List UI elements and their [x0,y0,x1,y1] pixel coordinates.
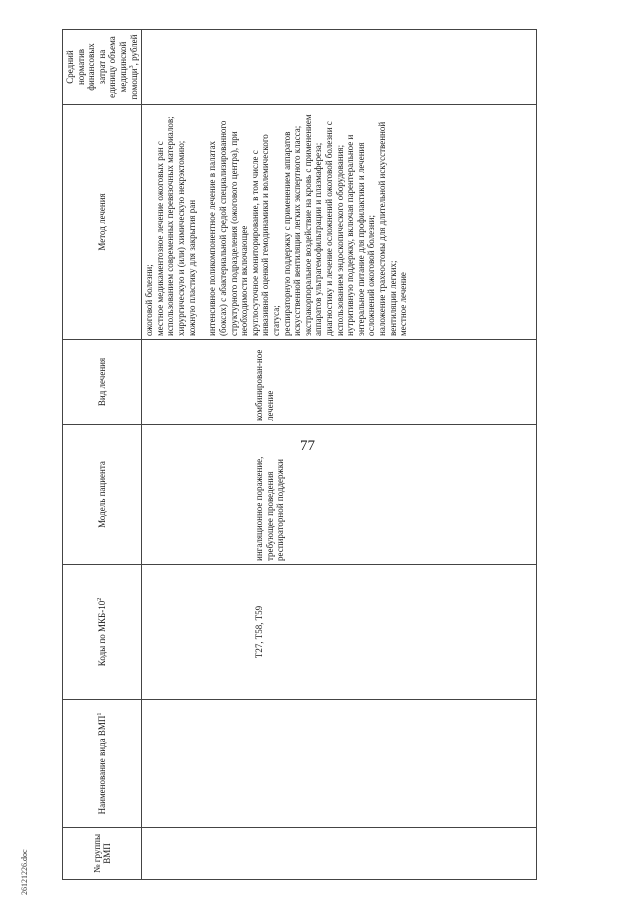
header-codes: Коды по МКБ-$10^2$ [63,565,142,700]
header-model: Модель пациента [63,425,142,565]
header-type: Вид лечения [63,340,142,425]
header-group-no: № группы ВМП [63,828,142,880]
cell-codes: T27, T58, T59 [142,565,537,700]
method-text: интенсивное поликомпонентное лечение в палатах (боксах) с абактериальной средой специализированного структурного подразделения (ожогового центра), при необходимости включающее круглосуточное мониторирование, в том числе с инвазивной оценкой гемодинамики и волемического статуса; респираторную поддержку с применением аппаратов искусственной вентиляции легких экспертного класса; экстракорпоральное воздействие на кровь с применением аппаратов ультрагемофильтрации и плазмафереза; диагностику и лечение осложнений ожоговой болезни с использованием эндоскопического оборудования; нутритивную поддержку, включая парентеральное и энтеральное питание для профилактики и лечения осложнений ожоговой болезни; наложение трахеостомы для длительной искусственной вентиляции легких; местное лечение [207,114,409,336]
header-row [63,30,142,880]
method-previous-text: ожоговой болезни; местное медикаментозное лечение ожоговых ран с использованием современных перевязочных материалов; хирургическую и (или) химическую некрэктомию; кожную пластику для закрытия ран [144,116,197,336]
cell-name [142,700,537,828]
cell-type: комбинирован-ное лечение [142,340,537,425]
table-row [142,30,537,880]
document-id: 26121226.doc [20,849,29,895]
page-number: 77 [300,438,315,454]
cell-method [142,105,537,340]
header-cost: Средний норматив финансовых затрат на единицу объема медицинской помощи$^3$, рублей [63,30,142,105]
header-method: Метод лечения [63,105,142,340]
cell-model: ингаляционное поражение, требующее проведения респираторной поддержки [142,425,537,565]
rotated-table-container [62,30,552,880]
vmp-table [62,29,537,880]
cell-cost [142,30,537,105]
header-name: Наименование вида ВМП$^1$ [63,700,142,828]
cell-group-no [142,828,537,880]
